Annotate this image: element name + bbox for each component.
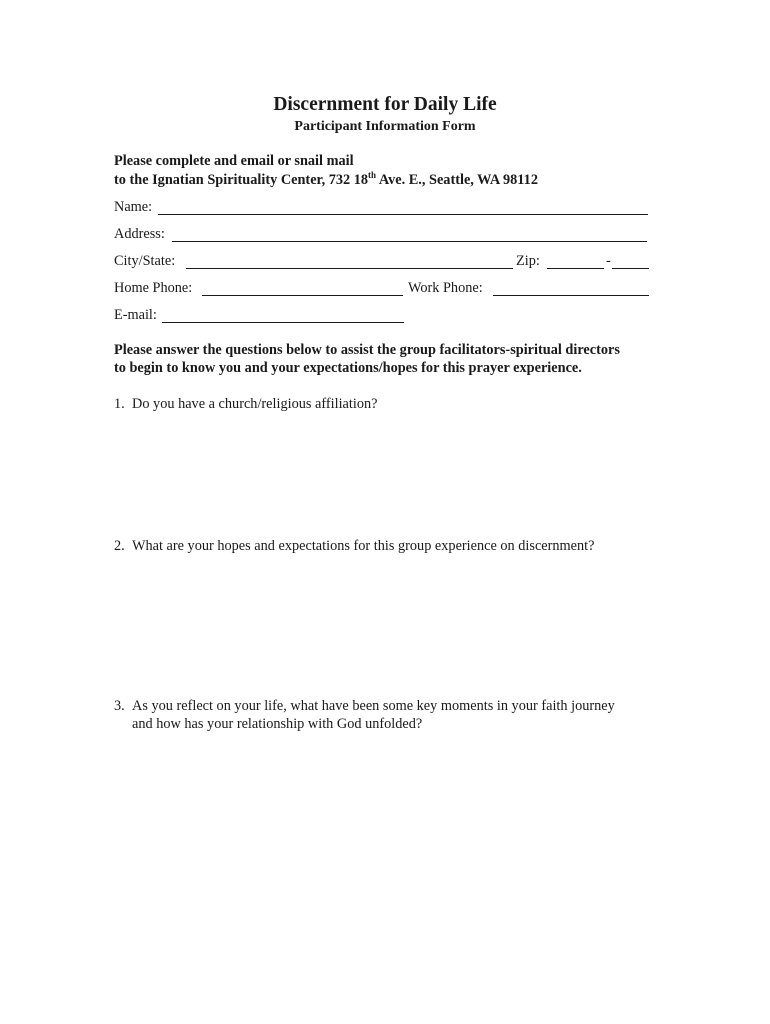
zip-plus4-field[interactable] bbox=[612, 252, 649, 269]
question-2-number: 2. bbox=[114, 538, 125, 554]
name-field[interactable] bbox=[158, 198, 648, 215]
answer-3-area[interactable] bbox=[114, 742, 649, 942]
answer-1-area[interactable] bbox=[114, 420, 649, 530]
question-3-text-line-2: and how has your relationship with God unfolded? bbox=[132, 716, 423, 732]
address-text-end: Ave. E., Seattle, WA 98112 bbox=[376, 172, 538, 188]
zip-label: Zip: bbox=[516, 253, 540, 269]
work-phone-field[interactable] bbox=[493, 279, 649, 296]
instructions-line-1: Please complete and email or snail mail bbox=[114, 153, 354, 169]
answer-2-area[interactable] bbox=[114, 562, 649, 692]
question-3-number: 3. bbox=[114, 698, 125, 714]
instructions-line-2 bbox=[114, 172, 538, 189]
home-phone-label: Home Phone: bbox=[114, 280, 193, 296]
form-subtitle: Participant Information Form bbox=[294, 119, 476, 134]
ordinal-suffix: th bbox=[368, 170, 377, 181]
question-1-text: Do you have a church/religious affiliation? bbox=[132, 396, 378, 412]
email-field[interactable] bbox=[162, 306, 404, 323]
questions-intro-line-2: to begin to know you and your expectations/hopes for this prayer experience. bbox=[114, 360, 582, 376]
address-label: Address: bbox=[114, 226, 165, 242]
zip-dash: - bbox=[606, 253, 611, 269]
city-state-label: City/State: bbox=[114, 253, 176, 269]
city-state-field[interactable] bbox=[186, 252, 513, 269]
zip-field[interactable] bbox=[547, 252, 604, 269]
name-label: Name: bbox=[114, 199, 153, 215]
form-title: Discernment for Daily Life bbox=[273, 94, 497, 115]
questions-intro-line-1: Please answer the questions below to assist the group facilitators-spiritual directors bbox=[114, 342, 620, 358]
home-phone-field[interactable] bbox=[202, 279, 403, 296]
email-label: E-mail: bbox=[114, 307, 157, 323]
address-field[interactable] bbox=[172, 225, 647, 242]
work-phone-label: Work Phone: bbox=[408, 280, 483, 296]
question-2-text: What are your hopes and expectations for this group experience on discernment? bbox=[132, 538, 595, 554]
question-1-number: 1. bbox=[114, 396, 125, 412]
question-3-text-line-1: As you reflect on your life, what have been some key moments in your faith journey bbox=[132, 698, 615, 714]
address-text: to the Ignatian Spirituality Center, 732 18 bbox=[114, 172, 369, 188]
